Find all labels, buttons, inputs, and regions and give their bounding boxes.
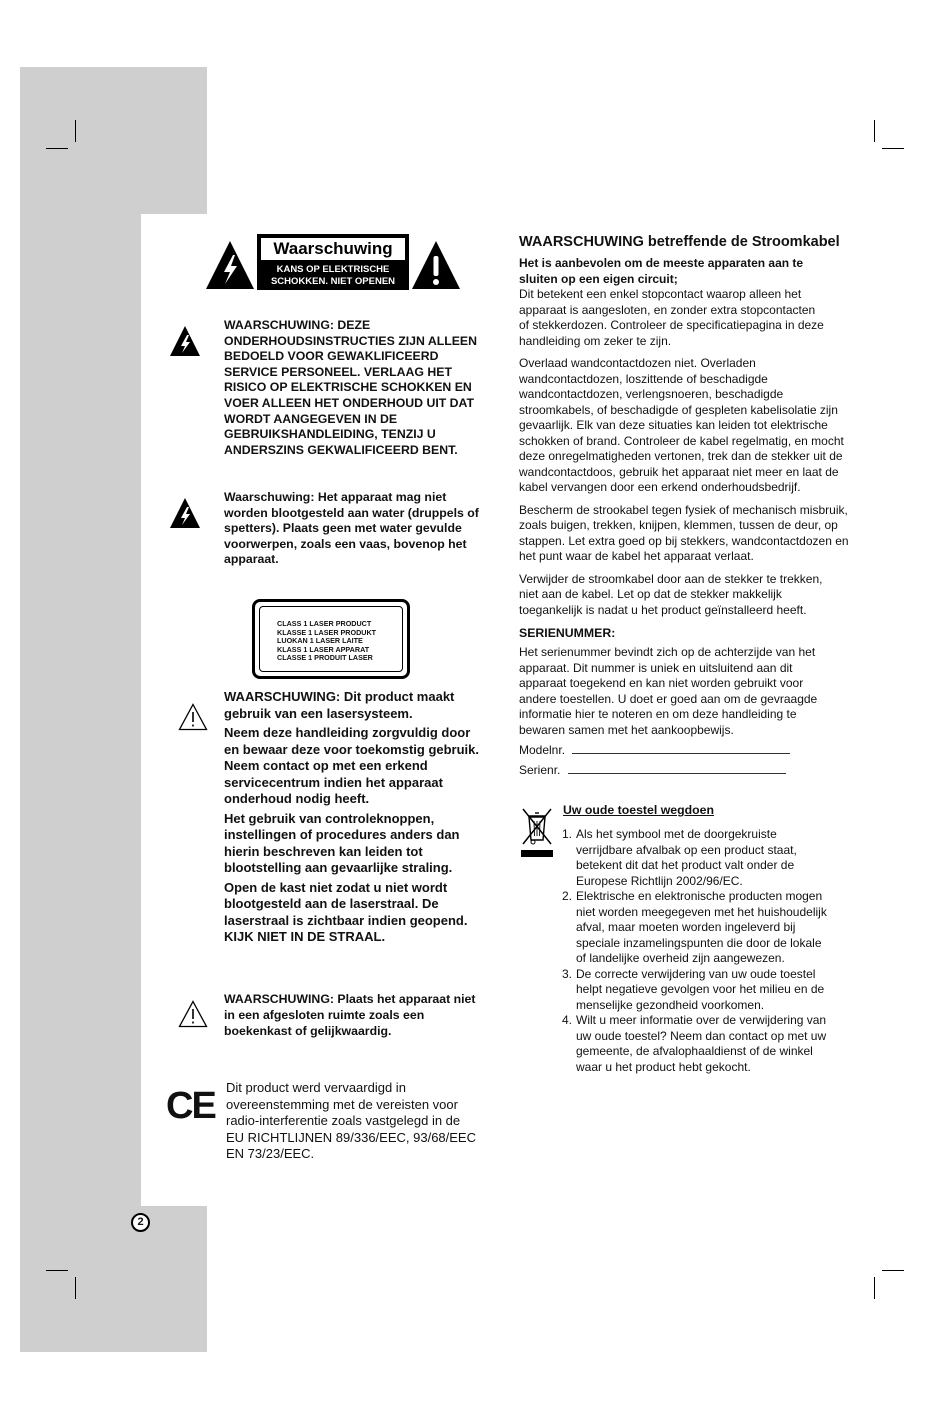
serial-text: Het serienummer bevindt zich op de achterzijde van het apparaat. Dit nummer is uniek en uitsluitend aan dit apparaat toegekend en kan niet worden gebruikt voor andere toestellen. U doet er goed aan om de gevraagde informatie hier te noteren en om deze handleiding te bewaren samen met het aankoopbewijs. [519,645,818,737]
crop-mark [75,1277,76,1299]
crop-mark [882,148,904,149]
serial-number-field[interactable] [519,763,819,779]
lightning-triangle-icon [169,497,201,529]
laser-product-label: CLASS 1 LASER PRODUCT KLASSE 1 LASER PRODUKT LUOKAN 1 LASER LAITE KLASS 1 LASER APPARAT CLASSE 1 PRODUIT LASER [252,599,410,679]
warning-header-title: Waarschuwing [261,238,405,260]
list-item: 4. Wilt u meer informatie over de verwijdering van uw oude toestel? Neem dan contact op met uw gemeente, de afvalophaaldienst of de winkel waar u het product hebt gekocht. [562,1013,827,1074]
crossed-bin-icon [519,806,555,860]
warning-header-sub: SCHOKKEN. NIET OPENEN [270,276,396,287]
model-number-field[interactable] [519,743,819,759]
crop-mark [874,120,875,142]
warning-header-sub: KANS OP ELEKTRISCHE [276,264,390,275]
ce-mark-icon: CE [166,1085,215,1127]
serial-number-line[interactable] [568,773,786,774]
page-number: 2 [137,1216,144,1228]
caution-triangle-icon [178,1000,208,1028]
disposal-heading: Uw oude toestel wegdoen [563,803,714,817]
warning-header-box [257,234,409,290]
ce-conformity-text: Dit product werd vervaardigd in overeenstemming met de vereisten voor radio-interferentie zoals vastgelegd in de EU RICHTLIJNEN 89/336/EEC, 93/68/EEC EN 73/23/EEC. [226,1080,476,1162]
crop-mark [882,1270,904,1271]
page-number-badge [131,1213,150,1232]
crop-mark [46,1270,68,1271]
disposal-list [562,827,862,1075]
list-item: 3. De correcte verwijdering van uw oude toestel helpt negatieve gevolgen voor het milieu en de menselijke gezondheid voorkomen. [562,966,825,1012]
power-cord-heading: WAARSCHUWING betreffende de Stroomkabel [519,234,840,250]
model-number-label: Modelnr. [519,743,566,757]
enclosure-warning-text: WAARSCHUWING: Plaats het apparaat niet in een afgesloten ruimte zoals een boekenkast of gelijkwaardig. [224,992,476,1038]
crop-mark [75,120,76,142]
caution-triangle-icon [178,703,208,731]
side-panel-bottom [20,1206,207,1352]
lightning-triangle-icon [204,239,256,291]
lightning-triangle-icon [169,325,201,357]
side-panel-left [20,214,141,1206]
water-warning-text: Waarschuwing: Het apparaat mag niet worden blootgesteld aan water (druppels of spetters). Plaats geen met water gevulde voorwerpen, zoals een vaas, bovenop het apparaat. [224,490,479,567]
list-item: 1. Als het symbool met de doorgekruiste verrijdbare afvalbak op een product staat, betekent dit dat het product valt onder de Europese Richtlijn 2002/96/EC. [562,827,797,888]
laser-warning-text: WAARSCHUWING: Dit product maakt gebruik van een lasersysteem. Neem deze handleiding zorgvuldig door en bewaar deze voor toekomstig gebruik. Neem contact op met een erkend servicecentrum indien het apparaat onderhoud nodig heeft. Het gebruik van controleknoppen, instellingen of procedures anders dan hierin beschreven kan leiden tot blootstelling aan gevaarlijke straling. Open de kast niet zodat u niet wordt blootgesteld aan de laserstraal. De laserstraal is zichtbaar indien geopend. KIJK NIET IN DE STRAAL. [224,689,480,944]
power-cord-section: Het is aanbevolen om de meeste apparaten aan te sluiten op een eigen circuit; Dit betekent een enkel stopcontact waarop alleen het apparaat is aangesloten, en zonder extra stopcontacten of stekkerdozen. Controleer de specificatiepagina in deze handleiding om zeker te zijn. Overlaad wandcontactdozen niet. Overladen wandcontactdozen, loszittende of beschadigde wandcontactdozen, verlengsnoeren, beschadigde stroomkabels, of beschadigde of gespleten kabelisolatie zijn gevaarlijk. Elk van deze situaties kan leiden tot elektrische schokken of brand. Controleer de kabel regelmatig, en mocht deze onregelmatigheden vertonen, trek dan de stekker uit de wandcontactdoos, gebruik het apparaat niet meer en laat de kabel vervangen door een erkend onderhoudsbedrijf. Bescherm de strookabel tegen fysiek of mechanisch misbruik, zoals buigen, trekken, knijpen, klemmen, tussen de deur, op stappen. Let extra goed op bij stekkers, wandcontactdozen en het punt waar de kabel het apparaat verlaat. Verwijder de stroomkabel door aan de stekker te trekken, niet aan de kabel. Let op dat de stekker makkelijk toegankelijk is nadat u het product geïnstalleerd heeft. [519,256,849,617]
crop-mark [874,1277,875,1299]
model-number-line[interactable] [572,753,790,754]
serial-number-label: Serienr. [519,763,561,777]
crop-mark [46,148,68,149]
list-item: 2. Elektrische en elektronische producten mogen niet worden meegegeven met het huishoudelijk afval, maar moeten worden ingeleverd bij speciale inzamelingspunten die door de lokale of landelijke overheid zijn aangewezen. [562,889,827,965]
serial-heading: SERIENUMMER: [519,626,616,640]
service-warning-text: WAARSCHUWING: DEZE ONDERHOUDSINSTRUCTIES ZIJN ALLEEN BEDOELD VOOR GEWAKLIFICEERD SERVICE PERSONEEL. VERLAAG HET RISICO OP ELEKTRISCHE SCHOKKEN EN VOER ALLEEN HET ONDERHOUD UIT DAT WORDT AANGEGEVEN IN DE GEBRUIKSHANDLEIDING, TENZIJ U ANDERSZINS GEKWALIFICEERD BENT. [224,318,478,457]
side-panel-top [20,67,207,214]
exclamation-triangle-icon [410,239,462,291]
